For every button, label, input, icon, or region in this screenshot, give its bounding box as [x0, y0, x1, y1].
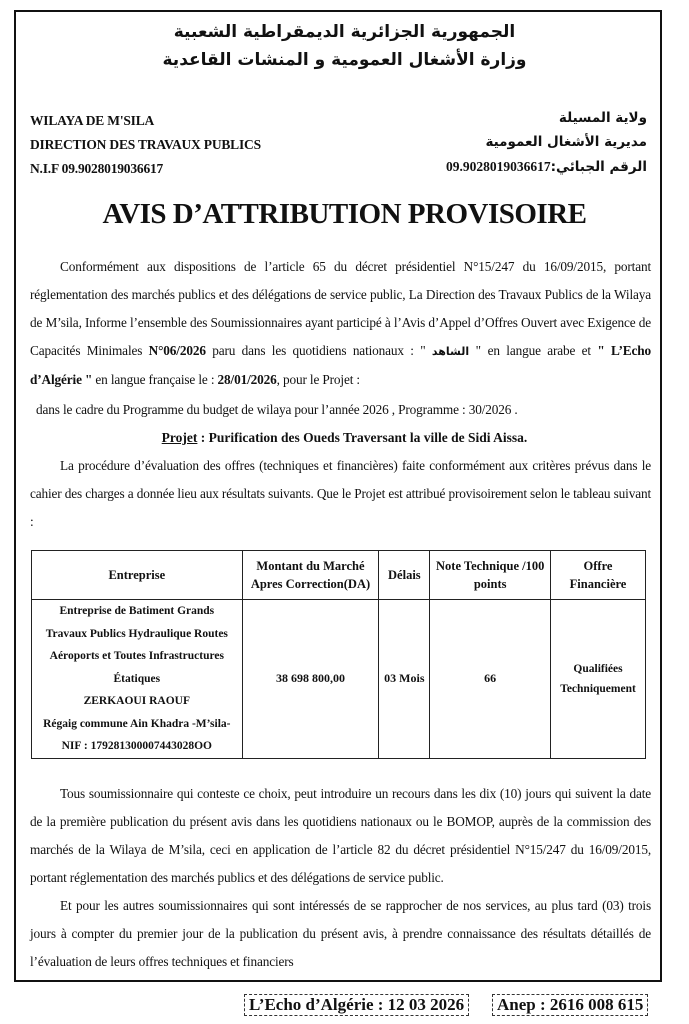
header-arabic-republic: الجمهورية الجزائرية الديمقراطية الشعبية [173, 22, 516, 42]
avis-numero: N°06/2026 [148, 343, 206, 358]
intro-text-4: en langue française le : [92, 372, 218, 387]
table-header-row [32, 551, 646, 600]
cell-note: 66 [430, 600, 551, 759]
cell-montant: 38 698 800,00 [242, 600, 379, 759]
projet-line [0, 430, 689, 446]
header-direction-ar: مديرية الأشغال العمومية [485, 134, 647, 150]
cell-entreprise [32, 600, 243, 759]
footer-journal-date: L’Echo d’Algérie : 12 03 2026 [244, 994, 469, 1016]
entreprise-line: Aéroports et Toutes Infrastructures [49, 650, 224, 662]
intro-text-2: paru dans les quotidiens nationaux : " [205, 343, 432, 358]
recours-paragraph: Tous soumissionnaire qui conteste ce choix, peut introduire un recours dans les dix (10) jours qui suivent la date de la première publication du présent avis dans les quotidiens nationaux ou le BOMOP, auprès de la commission des marchés de la Wilaya de M’sila, ceci en application de l’article 82 du décret présidentiel N°15/247 du 16/09/2015, portant réglementation des marchés publics et des délégations de service public. [30, 786, 651, 885]
entreprise-line: ZERKAOUI RAOUF [83, 695, 190, 707]
entreprise-line: Entreprise de Batiment Grands [59, 605, 215, 617]
results-table [31, 550, 646, 759]
evaluation-paragraph: La procédure d’évaluation des offres (techniques et financières) faite conformément aux critères prévus dans le cahier des charges a donnée lieu aux résultats suivants. Que le Projet est attribué provisoirement selon le tableau suivant : [30, 458, 651, 529]
projet-label: Projet [161, 430, 198, 445]
entreprise-line: Étatiques [113, 672, 161, 685]
entreprise-line: Travaux Publics Hydraulique Routes [45, 627, 228, 640]
col-entreprise: Entreprise [32, 551, 243, 600]
header-direction: DIRECTION DES TRAVAUX PUBLICS [30, 137, 261, 152]
publication-date: 28/01/2026 [217, 372, 277, 387]
col-delais: Délais [379, 551, 430, 600]
header-wilaya-ar: ولاية المسيلة [558, 110, 647, 126]
journal-french: " L’Echo d’Algérie " [30, 343, 651, 387]
entreprise-line: NIF : 179281300007443028OO [61, 740, 212, 752]
table-row [32, 600, 646, 759]
programme-line: dans le cadre du Programme du budget de wilaya pour l’année 2026 , Programme : 30/2026 . [36, 402, 518, 417]
col-offre: Offre Financière [551, 551, 646, 600]
document-title: AVIS D’ATTRIBUTION PROVISOIRE [102, 198, 587, 230]
autres-paragraph: Et pour les autres soumissionnaires qui sont intéressés de se rapprocher de nos services, au plus tard (03) trois jours à compter du premier jour de la publication du présent avis, à prendre connaissance des résultats détaillés de l’évaluation de leurs offres techniques et financiers [30, 898, 651, 969]
cell-delais: 03 Mois [379, 600, 430, 759]
header-arabic-ministry: وزارة الأشغال العمومية و المنشات القاعدية [162, 50, 527, 70]
intro-text-1: Conformément aux dispositions de l’article 65 du décret présidentiel N°15/247 du 16/09/2015, portant réglementation des marchés publics et des délégations de service public, La Direction des Travaux Publics de la Wilaya de M’sila, Informe l’ensemble des Soumissionnaires ayant participé à l’Avis d’Appel d’Offres Ouvert avec Exigence de Capacités Minimales [30, 259, 651, 358]
projet-title: : Purification des Oueds Traversant la ville de Sidi Aissa. [197, 430, 528, 445]
intro-text-5: , pour le Projet : [276, 372, 360, 387]
intro-paragraph [30, 253, 651, 394]
intro-text-3: " en langue arabe et [469, 343, 598, 358]
entreprise-line: Régaig commune Ain Khadra -M’sila- [43, 717, 231, 730]
header-nif-ar-value: 09.9028019036617 [446, 159, 551, 174]
footer-anep: Anep : 2616 008 615 [492, 994, 648, 1016]
cell-offre: Qualifiées Techniquement [551, 600, 646, 759]
header-nif: N.I.F 09.9028019036617 [30, 161, 164, 176]
header-wilaya: WILAYA DE M'SILA [30, 113, 155, 128]
header-nif-ar-label: الرقم الجبائي: [550, 159, 647, 175]
col-montant: Montant du Marché Apres Correction(DA) [242, 551, 379, 600]
header-nif-ar [446, 159, 647, 175]
col-note: Note Technique /100 points [430, 551, 551, 600]
journal-arabic: الشاهد [431, 345, 470, 358]
